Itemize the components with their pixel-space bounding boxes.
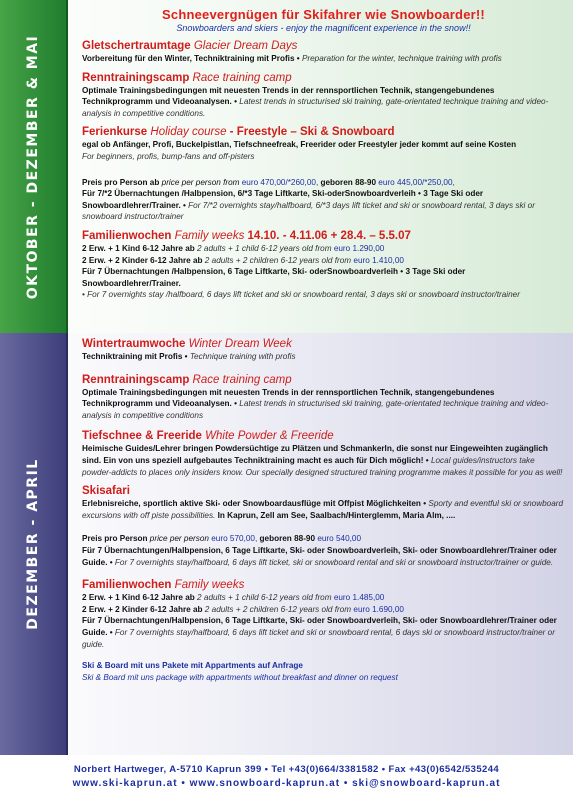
offer-heading — [82, 484, 565, 498]
family-line-en: 2 adults + 1 child 6-12 years old from — [194, 593, 334, 603]
family-detail-de: Für 7 Übernachtungen/Halbpension, 6 Tage Liftkarte, Ski- oder Snowboardverleih, Ski- oder Snowboardlehrer/Trainer oder Guide. • — [82, 616, 557, 637]
offer-title-en: White Powder & Freeride — [201, 430, 334, 443]
price-detail — [82, 188, 565, 223]
race-training-camp — [82, 373, 565, 422]
offer-heading — [82, 337, 565, 351]
price-info — [82, 533, 565, 568]
banner-subtitle: Snowboarders and skiers - enjoy the magnificent experience in the snow!! — [176, 23, 471, 33]
family-weeks — [82, 578, 565, 650]
price-value: euro 470,00/*260,00, — [241, 177, 319, 187]
family-line-de: 2 Erw. + 1 Kind 6-12 Jahre ab — [82, 243, 195, 253]
offer-text — [82, 498, 565, 521]
family-line-price: euro 1.410,00 — [353, 255, 404, 265]
price-line — [82, 177, 565, 189]
ski-safari — [82, 484, 565, 521]
family-line-price: euro 1.290,00 — [333, 243, 385, 253]
family-line-price: euro 1.485,00 — [333, 593, 385, 603]
offer-title-en: Family weeks — [171, 579, 245, 592]
price-label: Preis pro Person ab — [82, 177, 160, 187]
price-detail — [82, 545, 565, 568]
offer-title-en: Family weeks — [171, 229, 245, 242]
offer-heading — [82, 578, 565, 592]
offer-text-en: Latest trends in structurised ski training, gate-orientated technique training and video-analysis in competitive conditions — [82, 399, 549, 420]
season-label: OKTOBER - DEZEMBER & MAI — [25, 34, 41, 299]
family-price-line — [82, 592, 565, 604]
package-note-en — [82, 672, 565, 684]
offer-text-de: Vorbereitung für den Winter, Techniktraining mit Profis • — [82, 54, 302, 63]
offer-text — [82, 139, 565, 162]
offer-title-en: Glacier Dream Days — [190, 40, 298, 52]
web-line[interactable]: www.ski-kaprun.at • www.snowboard-kaprun.at • ski@snowboard-kaprun.at — [72, 778, 501, 789]
offer-title-de: Renntrainingscamp — [82, 71, 190, 84]
price-value: euro 570,00, — [211, 534, 258, 544]
price-label-en: price per person — [147, 534, 212, 544]
offer-text-de: Optimale Trainingsbedingungen mit neuesten Trends in der rennsportlichen Technik, stangengebundenes Technikprogramm und Videoanalysen. • — [82, 387, 495, 409]
price-value-reduced: euro 445,00/*250,00, — [378, 177, 455, 187]
offer-title-de: Wintertraumwoche — [82, 338, 186, 350]
offer-text — [82, 443, 565, 478]
season-sidebar — [0, 333, 68, 755]
offer-text — [82, 387, 565, 422]
season-sidebar — [0, 0, 68, 333]
banner — [82, 7, 565, 33]
offer-text-de: egal ob Anfänger, Profi, Buckelpistlan, Tiefschneefreak, Freerider oder Freestyler jeder kommt auf seine Kosten — [82, 140, 517, 150]
family-line-en: 2 adults + 2 children 6-12 years old from — [202, 255, 354, 265]
offer-text-places: In Kaprun, Zell am See, Saalbach/Hinterglemm, Maria Alm, .... — [215, 510, 456, 520]
price-born-label: geboren 88-90 — [318, 177, 379, 187]
offer-title-de: Familienwochen — [82, 579, 172, 592]
price-line — [82, 533, 565, 545]
offer-title-de: Skisafari — [82, 485, 130, 498]
offer-text-en: For beginners, profis, bump-fans and off-pisters — [82, 151, 255, 161]
offer-heading — [82, 71, 565, 85]
section-content — [82, 0, 565, 301]
offer-title-de: Gletschertraumtage — [82, 40, 191, 52]
family-line-en: 2 adults + 1 child 6-12 years old from — [194, 243, 334, 253]
price-label: Preis pro Person — [82, 534, 148, 544]
section-content — [82, 333, 565, 683]
offer-text-de: Erlebnisreiche, sportlich aktive Ski- oder Snowboardausflüge mit Offpist Möglichkeiten • — [82, 499, 429, 509]
family-line-en: 2 adults + 2 children 6-12 years old from — [202, 604, 354, 614]
family-line-de: 2 Erw. + 2 Kinder 6-12 Jahre ab — [82, 255, 203, 265]
family-line-price: euro 1.690,00 — [353, 604, 404, 614]
glacier-dream-days — [82, 39, 565, 65]
offer-text-de: Heimische Guides/Lehrer bringen Powdersüchtige zu Plätzen und Schmankerln, die sonst nur Eingeweihten zugänglich sind. Ein von uns speziell aufgebautes Techniktraining macht es auch für Dich möglich! • — [82, 444, 548, 465]
offer-text — [82, 53, 565, 65]
offer-dates: 14.10. - 4.11.06 + 28.4. – 5.5.07 — [244, 229, 411, 242]
price-detail-de: Für 7/*2 Übernachtungen /Halbpension, 6/*3 Tage Liftkarte, Ski-oderSnowboardverleih • 3 Tage Ski oder Snowboardlehrer/Trainer. • — [82, 189, 484, 210]
price-label-en: price per person from — [159, 177, 242, 187]
family-price-line — [82, 604, 565, 616]
offer-text-en: Preparation for the winter, technique training with profis — [301, 54, 502, 63]
offer-title-en: Holiday course — [147, 126, 227, 139]
family-price-line — [82, 243, 565, 255]
offer-text-de: Techniktraining mit Profis • — [82, 352, 190, 361]
offer-text — [82, 85, 565, 120]
offer-heading — [82, 429, 565, 443]
contact-footer — [0, 755, 573, 800]
offer-text-en: Latest trends in structurised ski training, gate-orientated technique training and video-analysis in competitive conditions. — [82, 97, 549, 118]
offer-title-de: Familienwochen — [82, 229, 172, 242]
package-note-de-text: Ski & Board mit uns Pakete mit Appartments auf Anfrage — [82, 661, 303, 671]
white-powder-freeride — [82, 429, 565, 478]
offer-title-de: Renntrainingscamp — [82, 373, 190, 386]
family-line-de: 2 Erw. + 2 Kinder 6-12 Jahre ab — [82, 604, 203, 614]
family-weeks — [82, 229, 565, 301]
offer-title-de: Ferienkurse — [82, 126, 148, 139]
price-info — [82, 177, 565, 223]
family-detail-en: • For 7 overnights stay /halfboard, 6 days lift ticket and ski or snowboard rental, 3 days ski or snowboard instructor/trainer — [82, 290, 520, 300]
banner-title: Schneevergnügen für Skifahrer wie Snowboarder!! — [162, 7, 485, 22]
season-label: DEZEMBER - APRIL — [25, 458, 41, 630]
section-december-april — [0, 333, 573, 755]
family-price-line — [82, 255, 565, 267]
family-detail — [82, 266, 565, 301]
race-training-camp — [82, 71, 565, 120]
family-detail-en: For 7 overnights stay/halfboard, 6 days lift ticket and ski or snowboard rental, 6 days ski or snowboard instructor/trainer or guide. — [82, 627, 555, 649]
price-detail-de: Für 7 Übernachtungen/Halbpension, 6 Tage Liftkarte, Ski- oder Snowboardverleih, Ski- oder Snowboardlehrer/Trainer oder Guide. • — [82, 545, 557, 567]
package-note-en-text: Ski & Board mit uns package with appartments without breakfast and dinner on request — [82, 672, 398, 682]
offer-heading — [82, 39, 565, 53]
family-detail — [82, 615, 565, 650]
price-born-label: geboren 88-90 — [257, 534, 318, 544]
offer-text-de: Optimale Trainingsbedingungen mit neuesten Trends in der rennsportlichen Technik, stangengebundenes Technikprogramm und Videoanalysen. • — [82, 85, 495, 107]
package-note-de — [82, 660, 565, 672]
price-detail-en: For 7/*2 overnights stay/halfboard, 6/*3 days lift ticket and ski or snowboard rental, 3 days ski or snowboard instructor/trainer — [82, 200, 535, 222]
price-detail-en: For 7 overnights stay/halfboard, 6 days lift ticket, ski or snowboard rental and ski or snowboard instructor/trainer or guide. — [114, 557, 554, 567]
offer-heading — [82, 125, 565, 139]
offer-text-en: Local guides/instructors take powder-addicts to places only insiders know. Our specially designed structured training programme makes it possible for you as well! — [82, 455, 563, 477]
offer-title-rest: - Freestyle – Ski & Snowboard — [226, 126, 395, 139]
offer-text-en: Technique training with profis — [189, 352, 296, 361]
package-note — [82, 660, 565, 683]
family-detail-de: Für 7 Übernachtungen /Halbpension, 6 Tage Liftkarte, Ski- oderSnowboardverleih • 3 Tage Ski oder Snowboardlehrer/Trainer. — [82, 267, 466, 288]
offer-text-en: Sporty and eventful ski or snowboard excursions with off piste possibilities. — [82, 499, 564, 520]
holiday-course — [82, 125, 565, 162]
offer-heading — [82, 373, 565, 387]
family-line-de: 2 Erw. + 1 Kind 6-12 Jahre ab — [82, 593, 195, 603]
offer-heading — [82, 229, 565, 243]
price-value-reduced: euro 540,00 — [317, 534, 362, 544]
offer-title-en: Race training camp — [189, 373, 292, 386]
section-october-december-may — [0, 0, 573, 333]
offer-title-en: Race training camp — [189, 71, 292, 84]
offer-title-de: Tiefschnee & Freeride — [82, 430, 202, 443]
offer-title-en: Winter Dream Week — [185, 338, 292, 350]
winter-dream-week — [82, 337, 565, 363]
offer-text — [82, 351, 565, 363]
contact-line: Norbert Hartweger, A-5710 Kaprun 399 • Tel +43(0)664/3381582 • Fax +43(0)6542/535244 — [73, 764, 500, 775]
